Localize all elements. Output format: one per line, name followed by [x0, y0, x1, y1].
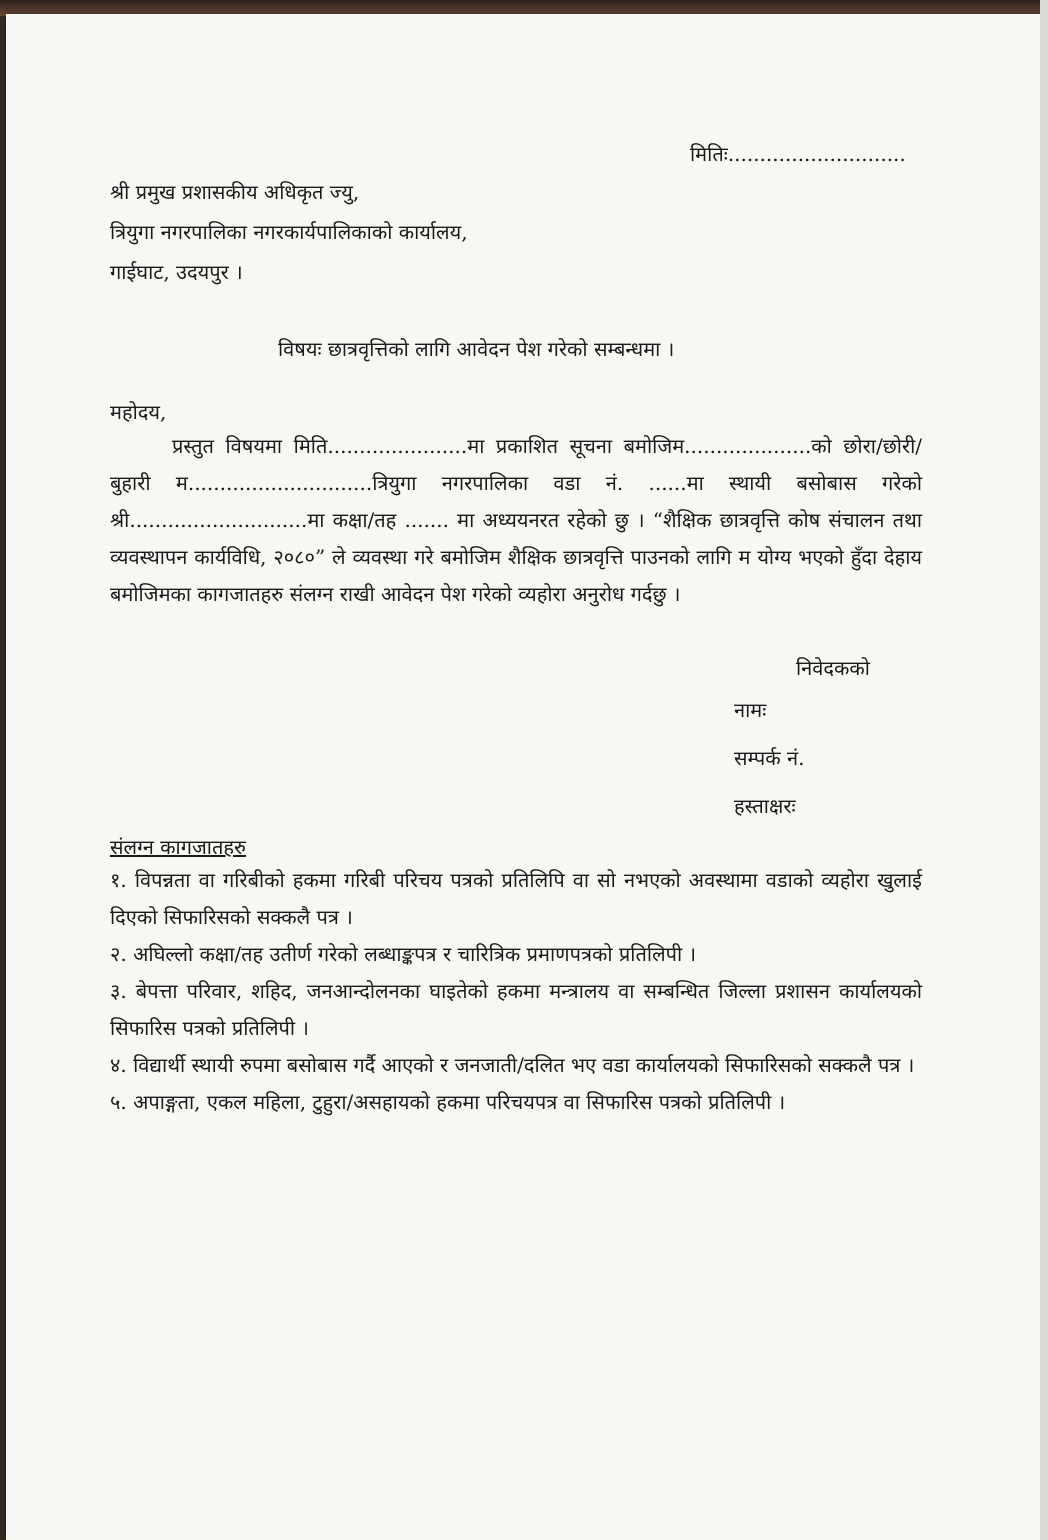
attachment-item: ५. अपाङ्गता, एकल महिला, टुहुरा/असहायको हकमा परिचयपत्र वा सिफारिस पत्रको प्रतिलिपी ।: [110, 1090, 786, 1114]
signature-label: हस्ताक्षरः: [734, 794, 796, 818]
attachment-item: ३. बेपत्ता परिवार, शहिद, जनआन्दोलनका घाइतेको हकमा मन्त्रालय वा सम्बन्धित जिल्ला प्रशासन कार्यालयको सिफारिस पत्रको प्रतिलिपी ।: [110, 979, 922, 1040]
name-label: नामः: [734, 698, 767, 722]
contact-label: सम्पर्क नं.: [734, 746, 805, 770]
addressee-line: गाईघाट, उदयपुर ।: [110, 260, 243, 284]
attachment-item: १. विपन्नता वा गरिबीको हकमा गरिबी परिचय पत्रको प्रतिलिपि वा सो नभएको अवस्थामा वडाको व्यहोरा खुलाई दिएको सिफारिसको सक्कलै पत्र ।: [110, 868, 922, 929]
salutation: महोदय,: [110, 400, 167, 424]
addressee-line: त्रियुगा नगरपालिका नगरकार्यपालिकाको कार्यालय,: [110, 220, 468, 244]
attachments-title: संलग्न कागजातहरु: [110, 835, 246, 859]
body-paragraph: प्रस्तुत विषयमा मिति......................मा प्रकाशित सूचना बमोजिम....................को छोरा/छोरी/बुहारी म.............................त्रियुगा नगरपालिका वडा नं. ......मा स्थायी बसोबास गरेको श्री............................मा कक्षा/तह ....... मा अध्ययनरत रहेको छु । “शैक्षिक छात्रवृत्ति कोष संचालन तथा व्यवस्थापन कार्यविधि, २०८०” ले व्यवस्था गरे बमोजिम शैक्षिक छात्रवृत्ति पाउनको लागि म योग्य भएको हुँदा देहाय बमोजिमका कागजातहरु संलग्न राखी आवेदन पेश गरेको व्यहोरा अनुरोध गर्दछु ।: [110, 434, 922, 606]
paper-edge: [1040, 0, 1048, 1540]
addressee-block: [110, 172, 468, 292]
applicant-block: [734, 650, 870, 830]
attachments-list: [110, 862, 922, 1121]
attachment-item: २. अघिल्लो कक्षा/तह उतीर्ण गरेको लब्धाङ्कपत्र र चारित्रिक प्रमाणपत्रको प्रतिलिपी ।: [110, 942, 697, 966]
attachment-item: ४. विद्यार्थी स्थायी रुपमा बसोबास गर्दै आएको र जनजाती/दलित भए वडा कार्यालयको सिफारिसको सक्कलै पत्र ।: [110, 1053, 915, 1077]
applicant-heading: निवेदकको: [796, 656, 870, 680]
date-line: मितिः............................: [690, 142, 906, 166]
subject-line: विषयः छात्रवृत्तिको लागि आवेदन पेश गरेको सम्बन्धमा ।: [278, 337, 675, 361]
addressee-line: श्री प्रमुख प्रशासकीय अधिकृत ज्यु,: [110, 180, 360, 204]
